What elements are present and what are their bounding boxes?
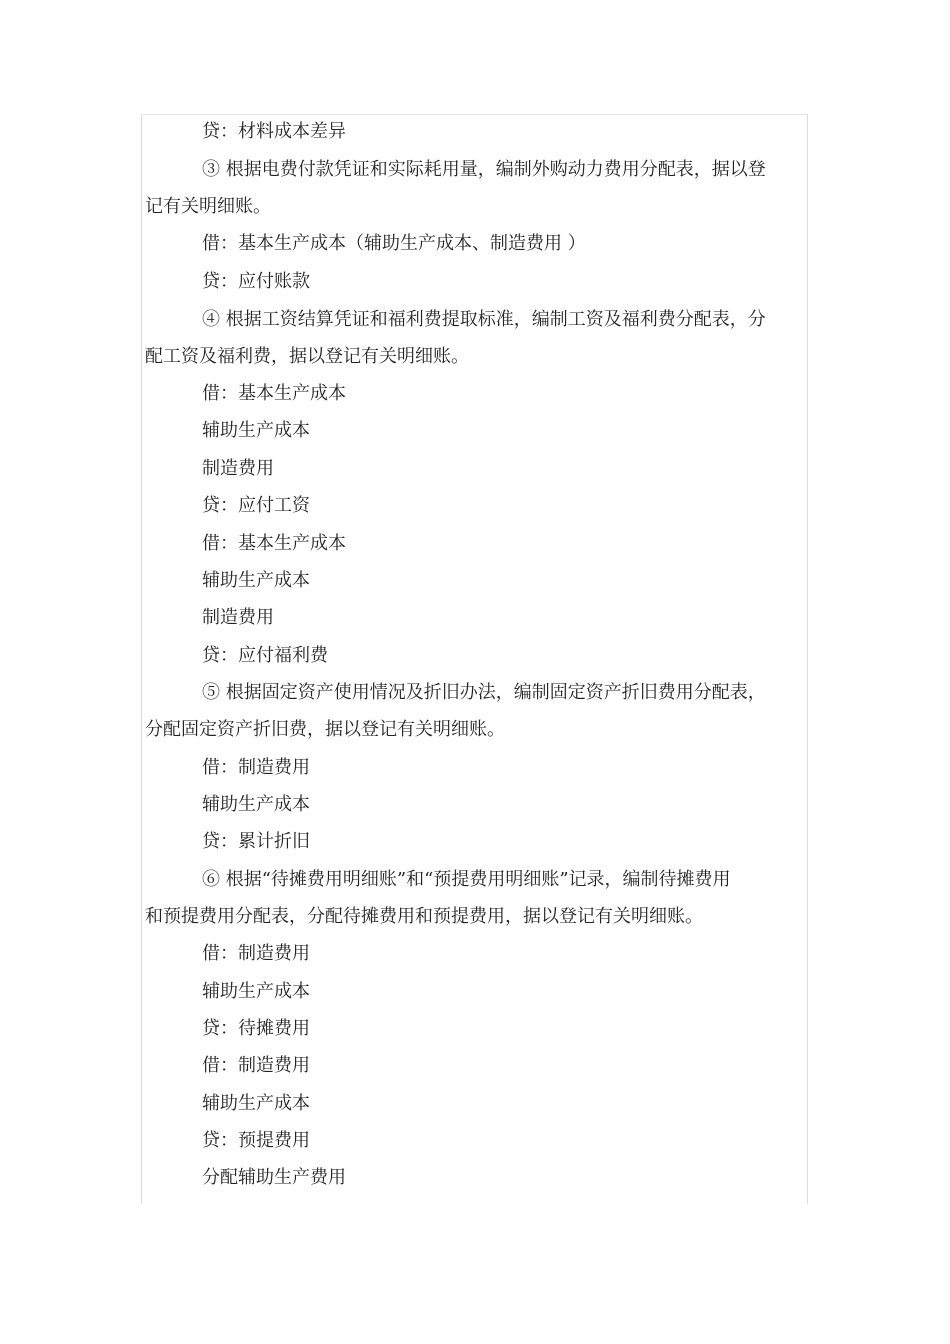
line-credit-accounts-payable: 贷：应付账款 bbox=[202, 271, 310, 292]
line-debit-manufacturing-overhead: 借：制造费用 bbox=[202, 757, 310, 778]
line-auxiliary-production-2: 辅助生产成本 bbox=[202, 570, 310, 591]
line-step3-text: ③ 根据电费付款凭证和实际耗用量，编制外购动力费用分配表，据以登 bbox=[202, 159, 766, 180]
line-debit-basic-production: 借：基本生产成本（辅助生产成本、制造费用 ） bbox=[202, 233, 586, 254]
line-step5-continuation: 分配固定资产折旧费，据以登记有关明细账。 bbox=[145, 719, 505, 740]
line-auxiliary-production-4: 辅助生产成本 bbox=[202, 981, 310, 1002]
line-allocate-auxiliary-costs: 分配辅助生产费用 bbox=[202, 1167, 346, 1188]
line-debit-basic-production-2: 借：基本生产成本 bbox=[202, 383, 346, 404]
line-step6-continuation: 和预提费用分配表，分配待摊费用和预提费用，据以登记有关明细账。 bbox=[145, 906, 703, 927]
line-credit-material-variance: 贷：材料成本差异 bbox=[202, 121, 346, 142]
line-manufacturing-overhead-2: 制造费用 bbox=[202, 607, 274, 628]
line-debit-basic-production-3: 借：基本生产成本 bbox=[202, 533, 346, 554]
line-step4-text: ④ 根据工资结算凭证和福利费提取标准，编制工资及福利费分配表，分 bbox=[202, 309, 766, 330]
line-auxiliary-production-3: 辅助生产成本 bbox=[202, 794, 310, 815]
line-credit-accumulated-depreciation: 贷：累计折旧 bbox=[202, 831, 310, 852]
line-auxiliary-production: 辅助生产成本 bbox=[202, 420, 310, 441]
line-credit-accrued-expenses: 贷：预提费用 bbox=[202, 1130, 310, 1151]
line-step5-text: ⑤ 根据固定资产使用情况及折旧办法，编制固定资产折旧费用分配表， bbox=[202, 682, 766, 703]
line-step4-continuation: 配工资及福利费，据以登记有关明细账。 bbox=[145, 346, 469, 367]
line-credit-welfare-payable: 贷：应付福利费 bbox=[202, 645, 328, 666]
line-credit-prepaid-expenses: 贷：待摊费用 bbox=[202, 1018, 310, 1039]
line-debit-manufacturing-overhead-3: 借：制造费用 bbox=[202, 1055, 310, 1076]
line-debit-manufacturing-overhead-2: 借：制造费用 bbox=[202, 943, 310, 964]
line-auxiliary-production-5: 辅助生产成本 bbox=[202, 1093, 310, 1114]
line-step3-continuation: 记有关明细账。 bbox=[145, 196, 271, 217]
line-manufacturing-overhead: 制造费用 bbox=[202, 458, 274, 479]
line-credit-wages-payable: 贷：应付工资 bbox=[202, 495, 310, 516]
line-step6-text: ⑥ 根据“待摊费用明细账”和“预提费用明细账”记录，编制待摊费用 bbox=[202, 869, 731, 890]
